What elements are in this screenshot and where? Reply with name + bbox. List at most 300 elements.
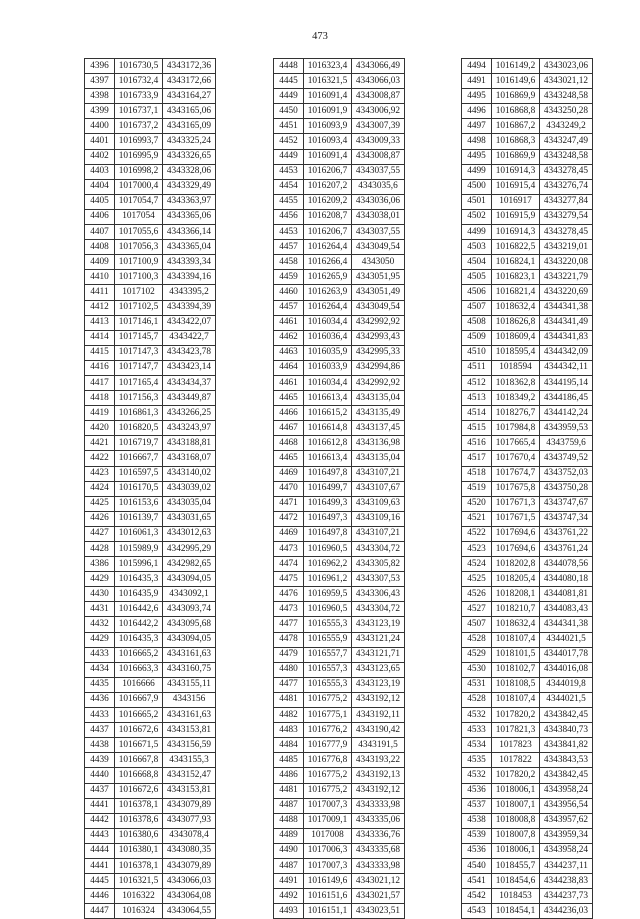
point-number-cell: 4441 <box>85 798 115 813</box>
point-number-cell: 4461 <box>274 315 304 330</box>
x-coordinate-cell: 1016667,9 <box>115 692 163 707</box>
point-number-cell: 4456 <box>274 209 304 224</box>
x-coordinate-cell: 1017820,2 <box>492 768 540 783</box>
y-coordinate-cell: 4343035,6 <box>352 179 405 194</box>
y-coordinate-cell: 4343161,63 <box>163 708 216 723</box>
table-row <box>85 149 216 164</box>
y-coordinate-cell: 4343328,06 <box>163 164 216 179</box>
x-coordinate-cell: 1016033,9 <box>304 360 352 375</box>
x-coordinate-cell: 1018108,5 <box>492 677 540 692</box>
x-coordinate-cell: 1016435,3 <box>115 632 163 647</box>
table-row <box>274 255 405 270</box>
table-row <box>462 602 593 617</box>
table-row <box>462 496 593 511</box>
x-coordinate-cell: 1016915,4 <box>492 179 540 194</box>
point-number-cell: 4480 <box>274 662 304 677</box>
x-coordinate-cell: 1016322 <box>115 889 163 904</box>
x-coordinate-cell: 1016555,3 <box>304 617 352 632</box>
x-coordinate-cell: 1016719,7 <box>115 436 163 451</box>
point-number-cell: 4446 <box>85 889 115 904</box>
y-coordinate-cell: 4343336,76 <box>352 828 405 843</box>
x-coordinate-cell: 1016093,9 <box>304 119 352 134</box>
point-number-cell: 4497 <box>462 119 492 134</box>
x-coordinate-cell: 1016775,2 <box>304 768 352 783</box>
point-number-cell: 4402 <box>85 149 115 164</box>
y-coordinate-cell: 4343304,72 <box>352 542 405 557</box>
y-coordinate-cell: 4343092,1 <box>163 587 216 602</box>
y-coordinate-cell: 4343165,09 <box>163 119 216 134</box>
table-row <box>462 119 593 134</box>
table-row <box>274 149 405 164</box>
point-number-cell: 4413 <box>85 315 115 330</box>
point-number-cell: 4454 <box>274 179 304 194</box>
table-row <box>85 753 216 768</box>
y-coordinate-cell: 4343956,54 <box>540 798 593 813</box>
y-coordinate-cell: 4343121,24 <box>352 632 405 647</box>
table-row <box>274 134 405 149</box>
y-coordinate-cell: 4343220,08 <box>540 255 593 270</box>
y-coordinate-cell: 4343249,2 <box>540 119 593 134</box>
table-row <box>462 874 593 889</box>
y-coordinate-cell: 4343243,97 <box>163 421 216 436</box>
x-coordinate-cell: 1017665,4 <box>492 436 540 451</box>
table-row <box>85 692 216 707</box>
x-coordinate-cell: 1016151,1 <box>304 904 352 919</box>
point-number-cell: 4466 <box>274 406 304 421</box>
y-coordinate-cell: 4344016,08 <box>540 662 593 677</box>
point-number-cell: 4541 <box>462 874 492 889</box>
point-number-cell: 4431 <box>85 602 115 617</box>
x-coordinate-cell: 1017100,3 <box>115 270 163 285</box>
x-coordinate-cell: 1016555,9 <box>304 632 352 647</box>
y-coordinate-cell: 4343959,53 <box>540 421 593 436</box>
x-coordinate-cell: 1016499,7 <box>304 481 352 496</box>
y-coordinate-cell: 4343305,82 <box>352 557 405 572</box>
point-number-cell: 4467 <box>274 421 304 436</box>
y-coordinate-cell: 4343168,07 <box>163 451 216 466</box>
x-coordinate-cell: 1016995,9 <box>115 149 163 164</box>
table-row <box>85 315 216 330</box>
point-number-cell: 4485 <box>274 753 304 768</box>
point-number-cell: 4422 <box>85 451 115 466</box>
x-coordinate-cell: 1016263,9 <box>304 285 352 300</box>
table-row <box>462 828 593 843</box>
y-coordinate-cell: 4343759,6 <box>540 436 593 451</box>
y-coordinate-cell: 4343191,5 <box>352 738 405 753</box>
y-coordinate-cell: 4343031,65 <box>163 511 216 526</box>
point-number-cell: 4435 <box>85 677 115 692</box>
table-row <box>462 542 593 557</box>
table-row <box>274 179 405 194</box>
table-row <box>274 466 405 481</box>
table-row <box>462 858 593 873</box>
table-row <box>274 209 405 224</box>
point-number-cell: 4405 <box>85 194 115 209</box>
y-coordinate-cell: 4342992,92 <box>352 375 405 390</box>
x-coordinate-cell: 1016914,3 <box>492 164 540 179</box>
table-row <box>274 798 405 813</box>
x-coordinate-cell: 1017007,3 <box>304 798 352 813</box>
point-number-cell: 4437 <box>85 723 115 738</box>
point-number-cell: 4419 <box>85 406 115 421</box>
point-number-cell: 4522 <box>462 526 492 541</box>
y-coordinate-cell: 4343747,34 <box>540 511 593 526</box>
table-row <box>85 662 216 677</box>
table-row <box>462 179 593 194</box>
y-coordinate-cell: 4344341,49 <box>540 315 593 330</box>
table-row <box>462 481 593 496</box>
table-row <box>462 662 593 677</box>
x-coordinate-cell: 1017823 <box>492 738 540 753</box>
table-row <box>462 526 593 541</box>
table-row <box>85 345 216 360</box>
x-coordinate-cell: 1018007,1 <box>492 798 540 813</box>
x-coordinate-cell: 1016613,4 <box>304 391 352 406</box>
x-coordinate-cell: 1016868,3 <box>492 134 540 149</box>
x-coordinate-cell: 1016266,4 <box>304 255 352 270</box>
table-row <box>85 406 216 421</box>
point-number-cell: 4408 <box>85 240 115 255</box>
point-number-cell: 4507 <box>462 300 492 315</box>
x-coordinate-cell: 1016730,5 <box>115 59 163 74</box>
x-coordinate-cell: 1016265,9 <box>304 270 352 285</box>
table-row <box>274 74 405 89</box>
y-coordinate-cell: 4343123,65 <box>352 662 405 677</box>
y-coordinate-cell: 4342992,92 <box>352 315 405 330</box>
x-coordinate-cell: 1016961,2 <box>304 572 352 587</box>
table-row <box>85 104 216 119</box>
table-row <box>274 511 405 526</box>
x-coordinate-cell: 1016613,4 <box>304 451 352 466</box>
table-row <box>85 526 216 541</box>
table-row <box>462 89 593 104</box>
point-number-cell: 4495 <box>462 149 492 164</box>
x-coordinate-cell: 1016663,3 <box>115 662 163 677</box>
y-coordinate-cell: 4343156,59 <box>163 738 216 753</box>
x-coordinate-cell: 1016036,4 <box>304 330 352 345</box>
table-row <box>274 828 405 843</box>
point-number-cell: 4432 <box>85 617 115 632</box>
point-number-cell: 4494 <box>462 59 492 74</box>
table-row <box>462 270 593 285</box>
point-number-cell: 4447 <box>85 904 115 919</box>
table-row <box>85 255 216 270</box>
x-coordinate-cell: 1016823,1 <box>492 270 540 285</box>
x-coordinate-cell: 1015996,1 <box>115 557 163 572</box>
table-row <box>462 798 593 813</box>
table-row <box>85 285 216 300</box>
table-row <box>274 662 405 677</box>
point-number-cell: 4499 <box>462 164 492 179</box>
point-number-cell: 4503 <box>462 240 492 255</box>
point-number-cell: 4465 <box>274 451 304 466</box>
x-coordinate-cell: 1018210,7 <box>492 602 540 617</box>
y-coordinate-cell: 4343023,51 <box>352 904 405 919</box>
y-coordinate-cell: 4343333,98 <box>352 858 405 873</box>
point-number-cell: 4475 <box>274 572 304 587</box>
table-row <box>85 451 216 466</box>
point-number-cell: 4491 <box>462 74 492 89</box>
table-row <box>462 194 593 209</box>
x-coordinate-cell: 1017102,5 <box>115 300 163 315</box>
point-number-cell: 4477 <box>274 617 304 632</box>
y-coordinate-cell: 4343306,43 <box>352 587 405 602</box>
table-row <box>462 768 593 783</box>
point-number-cell: 4536 <box>462 843 492 858</box>
x-coordinate-cell: 1016149,6 <box>304 874 352 889</box>
x-coordinate-cell: 1016378,1 <box>115 858 163 873</box>
point-number-cell: 4437 <box>85 783 115 798</box>
x-coordinate-cell: 1016868,8 <box>492 104 540 119</box>
point-number-cell: 4509 <box>462 330 492 345</box>
y-coordinate-cell: 4344080,18 <box>540 572 593 587</box>
x-coordinate-cell: 1016822,5 <box>492 240 540 255</box>
point-number-cell: 4410 <box>85 270 115 285</box>
coordinate-table-2 <box>273 58 405 919</box>
point-number-cell: 4476 <box>274 587 304 602</box>
table-row <box>462 59 593 74</box>
x-coordinate-cell: 1018102,7 <box>492 662 540 677</box>
y-coordinate-cell: 4343277,84 <box>540 194 593 209</box>
y-coordinate-cell: 4343164,27 <box>163 89 216 104</box>
point-number-cell: 4461 <box>274 375 304 390</box>
y-coordinate-cell: 4343423,78 <box>163 345 216 360</box>
x-coordinate-cell: 1016776,8 <box>304 753 352 768</box>
table-row <box>462 783 593 798</box>
y-coordinate-cell: 4343077,93 <box>163 813 216 828</box>
table-row <box>274 783 405 798</box>
y-coordinate-cell: 4342993,43 <box>352 330 405 345</box>
y-coordinate-cell: 4343066,03 <box>163 874 216 889</box>
x-coordinate-cell: 1016139,7 <box>115 511 163 526</box>
y-coordinate-cell: 4342995,29 <box>163 542 216 557</box>
x-coordinate-cell: 1016612,8 <box>304 436 352 451</box>
point-number-cell: 4491 <box>274 874 304 889</box>
x-coordinate-cell: 1016323,4 <box>304 59 352 74</box>
table-row <box>85 557 216 572</box>
y-coordinate-cell: 4343247,49 <box>540 134 593 149</box>
point-number-cell: 4525 <box>462 572 492 587</box>
y-coordinate-cell: 4343153,81 <box>163 723 216 738</box>
y-coordinate-cell: 4343037,55 <box>352 164 405 179</box>
y-coordinate-cell: 4343036,06 <box>352 194 405 209</box>
point-number-cell: 4386 <box>85 557 115 572</box>
table-row <box>462 572 593 587</box>
table-row <box>274 889 405 904</box>
x-coordinate-cell: 1016034,4 <box>304 315 352 330</box>
y-coordinate-cell: 4343050 <box>352 255 405 270</box>
table-row <box>85 164 216 179</box>
y-coordinate-cell: 4343094,05 <box>163 632 216 647</box>
x-coordinate-cell: 1016672,6 <box>115 723 163 738</box>
x-coordinate-cell: 1018609,4 <box>492 330 540 345</box>
table-row <box>462 104 593 119</box>
x-coordinate-cell: 1016324 <box>115 904 163 919</box>
y-coordinate-cell: 4343123,19 <box>352 617 405 632</box>
point-number-cell: 4514 <box>462 406 492 421</box>
y-coordinate-cell: 4343064,55 <box>163 904 216 919</box>
point-number-cell: 4472 <box>274 511 304 526</box>
y-coordinate-cell: 4343843,53 <box>540 753 593 768</box>
table-row <box>85 511 216 526</box>
table-row <box>274 481 405 496</box>
table-row <box>274 436 405 451</box>
x-coordinate-cell: 1016378,6 <box>115 813 163 828</box>
x-coordinate-cell: 1016093,4 <box>304 134 352 149</box>
point-number-cell: 4452 <box>274 134 304 149</box>
table-row <box>462 391 593 406</box>
x-coordinate-cell: 1017670,4 <box>492 451 540 466</box>
y-coordinate-cell: 4344342,11 <box>540 360 593 375</box>
point-number-cell: 4412 <box>85 300 115 315</box>
y-coordinate-cell: 4344081,81 <box>540 587 593 602</box>
table-row <box>85 828 216 843</box>
point-number-cell: 4443 <box>85 828 115 843</box>
table-row <box>274 813 405 828</box>
point-number-cell: 4463 <box>274 345 304 360</box>
y-coordinate-cell: 4343156 <box>163 692 216 707</box>
x-coordinate-cell: 1016775,1 <box>304 708 352 723</box>
x-coordinate-cell: 1017054 <box>115 209 163 224</box>
y-coordinate-cell: 4344341,38 <box>540 300 593 315</box>
table-row <box>462 708 593 723</box>
x-coordinate-cell: 1016264,4 <box>304 300 352 315</box>
y-coordinate-cell: 4343172,36 <box>163 59 216 74</box>
x-coordinate-cell: 1016915,9 <box>492 209 540 224</box>
y-coordinate-cell: 4343079,89 <box>163 858 216 873</box>
table-row <box>274 647 405 662</box>
y-coordinate-cell: 4343761,22 <box>540 526 593 541</box>
y-coordinate-cell: 4343190,42 <box>352 723 405 738</box>
table-row <box>85 225 216 240</box>
y-coordinate-cell: 4343109,63 <box>352 496 405 511</box>
x-coordinate-cell: 1017000,4 <box>115 179 163 194</box>
table-row <box>462 285 593 300</box>
table-row <box>462 240 593 255</box>
x-coordinate-cell: 1018202,8 <box>492 557 540 572</box>
table-row <box>85 194 216 209</box>
point-number-cell: 4510 <box>462 345 492 360</box>
x-coordinate-cell: 1016435,9 <box>115 587 163 602</box>
y-coordinate-cell: 4343422,7 <box>163 330 216 345</box>
x-coordinate-cell: 1018276,7 <box>492 406 540 421</box>
y-coordinate-cell: 4343155,11 <box>163 677 216 692</box>
x-coordinate-cell: 1017008 <box>304 828 352 843</box>
point-number-cell: 4397 <box>85 74 115 89</box>
y-coordinate-cell: 4344238,83 <box>540 874 593 889</box>
point-number-cell: 4529 <box>462 647 492 662</box>
x-coordinate-cell: 1016998,2 <box>115 164 163 179</box>
x-coordinate-cell: 1016380,6 <box>115 828 163 843</box>
x-coordinate-cell: 1016820,5 <box>115 421 163 436</box>
y-coordinate-cell: 4343038,01 <box>352 209 405 224</box>
point-number-cell: 4398 <box>85 89 115 104</box>
point-number-cell: 4426 <box>85 511 115 526</box>
table-row <box>274 843 405 858</box>
table-row <box>85 496 216 511</box>
y-coordinate-cell: 4343219,01 <box>540 240 593 255</box>
point-number-cell: 4511 <box>462 360 492 375</box>
point-number-cell: 4469 <box>274 466 304 481</box>
point-number-cell: 4441 <box>85 858 115 873</box>
point-number-cell: 4445 <box>274 74 304 89</box>
point-number-cell: 4406 <box>85 209 115 224</box>
y-coordinate-cell: 4343761,24 <box>540 542 593 557</box>
y-coordinate-cell: 4343279,54 <box>540 209 593 224</box>
point-number-cell: 4453 <box>274 225 304 240</box>
table-row <box>85 436 216 451</box>
y-coordinate-cell: 4343363,97 <box>163 194 216 209</box>
x-coordinate-cell: 1018349,2 <box>492 391 540 406</box>
y-coordinate-cell: 4343136,98 <box>352 436 405 451</box>
table-row <box>462 421 593 436</box>
x-coordinate-cell: 1017671,5 <box>492 511 540 526</box>
table-row <box>85 874 216 889</box>
x-coordinate-cell: 1016264,4 <box>304 240 352 255</box>
table-row <box>274 557 405 572</box>
x-coordinate-cell: 1018107,4 <box>492 632 540 647</box>
table-row <box>85 466 216 481</box>
y-coordinate-cell: 4343064,08 <box>163 889 216 904</box>
x-coordinate-cell: 1017675,8 <box>492 481 540 496</box>
y-coordinate-cell: 4343278,45 <box>540 225 593 240</box>
x-coordinate-cell: 1017821,3 <box>492 723 540 738</box>
x-coordinate-cell: 1016170,5 <box>115 481 163 496</box>
y-coordinate-cell: 4343021,12 <box>352 874 405 889</box>
table-row <box>274 904 405 919</box>
point-number-cell: 4462 <box>274 330 304 345</box>
x-coordinate-cell: 1016061,3 <box>115 526 163 541</box>
table-row <box>462 451 593 466</box>
table-row <box>274 632 405 647</box>
y-coordinate-cell: 4343333,98 <box>352 798 405 813</box>
table-row <box>274 587 405 602</box>
table-row <box>85 179 216 194</box>
table-row <box>462 738 593 753</box>
x-coordinate-cell: 1018626,8 <box>492 315 540 330</box>
table-row <box>274 270 405 285</box>
y-coordinate-cell: 4343121,71 <box>352 647 405 662</box>
table-row <box>85 572 216 587</box>
point-number-cell: 4400 <box>85 119 115 134</box>
x-coordinate-cell: 1017102 <box>115 285 163 300</box>
x-coordinate-cell: 1016960,5 <box>304 542 352 557</box>
table-row <box>274 858 405 873</box>
point-number-cell: 4505 <box>462 270 492 285</box>
table-row <box>462 330 593 345</box>
y-coordinate-cell: 4343840,73 <box>540 723 593 738</box>
table-row <box>85 360 216 375</box>
table-row <box>462 225 593 240</box>
table-row <box>85 74 216 89</box>
point-number-cell: 4507 <box>462 617 492 632</box>
x-coordinate-cell: 1016435,3 <box>115 572 163 587</box>
table-row <box>274 375 405 390</box>
point-number-cell: 4498 <box>462 134 492 149</box>
y-coordinate-cell: 4343049,54 <box>352 300 405 315</box>
x-coordinate-cell: 1017054,7 <box>115 194 163 209</box>
table-row <box>85 391 216 406</box>
y-coordinate-cell: 4343009,33 <box>352 134 405 149</box>
x-coordinate-cell: 1016497,3 <box>304 511 352 526</box>
point-number-cell: 4537 <box>462 798 492 813</box>
y-coordinate-cell: 4343006,92 <box>352 104 405 119</box>
point-number-cell: 4526 <box>462 587 492 602</box>
table-row <box>85 59 216 74</box>
table-row <box>85 89 216 104</box>
table-row <box>85 813 216 828</box>
point-number-cell: 4528 <box>462 632 492 647</box>
